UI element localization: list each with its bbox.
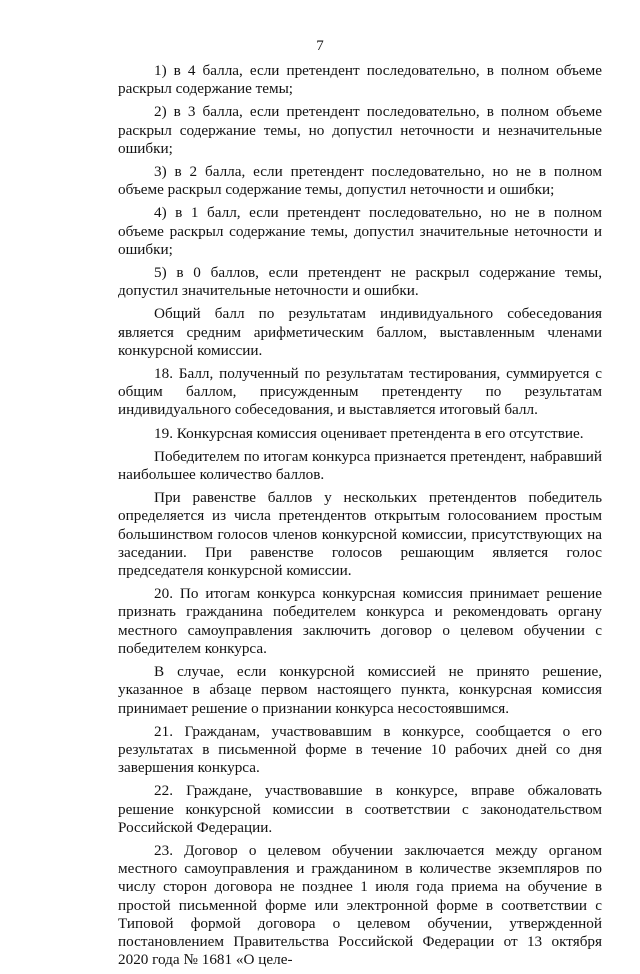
paragraph: 21. Гражданам, участвовавшим в конкурсе, сообщается о его результатах в письменной форме в течение 10 рабочих дней со дня завершения конкурса.: [118, 722, 602, 777]
paragraph: Победителем по итогам конкурса признается претендент, набравший наибольшее количество баллов.: [118, 447, 602, 484]
paragraph: 4) в 1 балл, если претендент последовательно, но не в полном объеме раскрыл содержание темы, допустил значительные неточности и ошибки;: [118, 204, 602, 258]
paragraph: Общий балл по результатам индивидуального собеседования является средним арифметическим баллом, выставленным членами конкурсной комиссии.: [118, 305, 602, 359]
paragraph: 19. Конкурсная комиссия оценивает претендента в его отсутствие.: [154, 424, 584, 442]
paragraph: 20. По итогам конкурса конкурсная комиссия принимает решение признать гражданина победителем конкурса и рекомендовать органу местного самоуправления заключить договор о целевом обучении с победителем конкурса.: [118, 585, 602, 657]
paragraph: 18. Балл, полученный по результатам тестирования, суммируется с общим баллом, присужденным претенденту по результатам индивидуального собеседования, и выставляется итоговый балл.: [118, 365, 602, 419]
paragraph: 23. Договор о целевом обучении заключается между органом местного самоуправления и гражданином в количестве экземпляров по числу сторон договора не позднее 1 июля года приема на обучение в простой письменной форме или электронной форме в соответствии с Типовой формой договора о целевом обучении, утвержденной постановлением Правительства Российской Федерации от 13 октября 2020 года № 1681 «О целе-: [118, 841, 602, 969]
page-number: 7: [316, 38, 324, 54]
paragraph: 2) в 3 балла, если претендент последовательно, в полном объеме раскрыл содержание темы, но допустил неточности и незначительные ошибки;: [118, 103, 602, 157]
paragraph: 1) в 4 балла, если претендент последовательно, в полном объеме раскрыл содержание темы;: [118, 62, 602, 98]
paragraph: 5) в 0 баллов, если претендент не раскрыл содержание темы, допустил значительные неточности и ошибки.: [118, 264, 602, 300]
paragraph: В случае, если конкурсной комиссией не принято решение, указанное в абзаце первом настоящего пункта, конкурсная комиссия принимает решение о признании конкурса несостоявшимся.: [118, 663, 602, 717]
paragraph: 3) в 2 балла, если претендент последовательно, но не в полном объеме раскрыл содержание темы, допустил неточности и ошибки;: [118, 163, 602, 199]
paragraph: 22. Граждане, участвовавшие в конкурсе, вправе обжаловать решение конкурсной комиссии в соответствии с законодательством Российской Федерации.: [118, 782, 602, 836]
paragraph: При равенстве баллов у нескольких претендентов победитель определяется из числа претендентов открытым голосованием простым большинством голосов членов конкурсной комиссии, присутствующих на заседании. При равенстве голосов решающим является голос председателя конкурсной комиссии.: [118, 489, 602, 580]
document-body: [118, 62, 602, 974]
